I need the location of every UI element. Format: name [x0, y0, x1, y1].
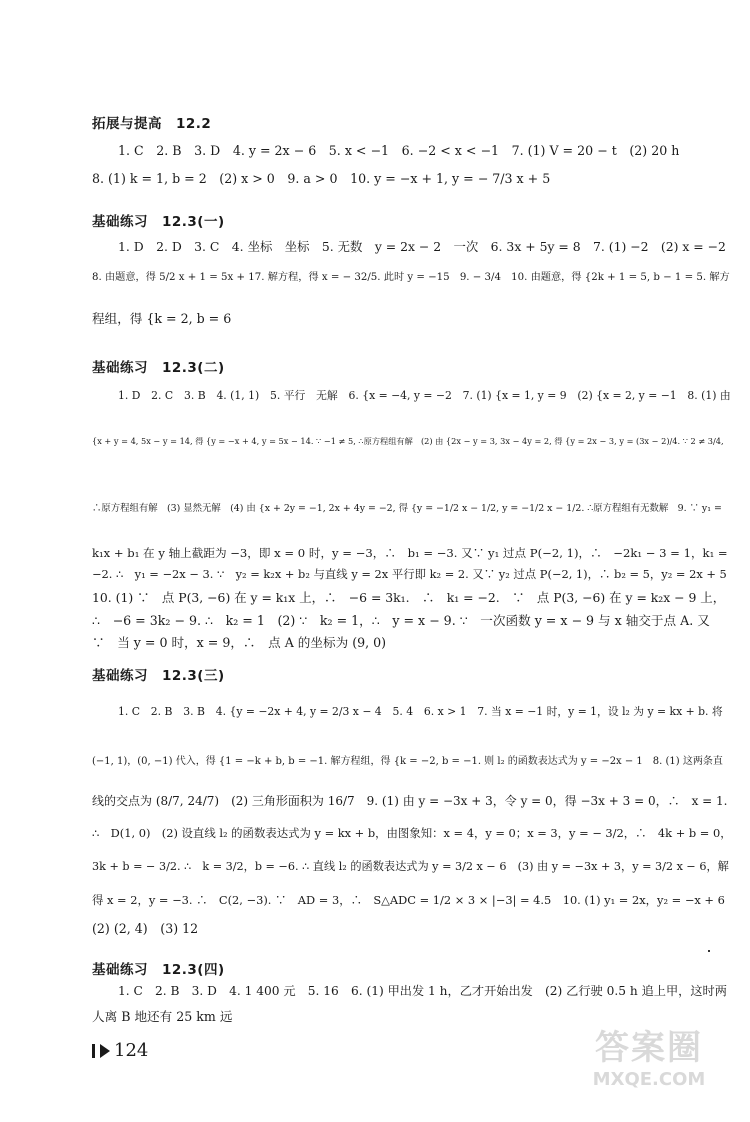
bar-icon	[92, 1044, 95, 1058]
answer-line: {x + y = 4, 5x − y = 14, 得 {y = −x + 4, y = 5x − 14. ∵ −1 ≠ 5, ∴原方程组有解 (2) 由 {2x − y = 3, 3x − 4y = 2, 得 {y = 2x − 3, y = (3x − 2)/4. ∵ 2 ≠ 3/4,	[92, 436, 724, 446]
answer-line: 3k + b = − 3/2. ∴ k = 3/2，b = −6. ∴ 直线 l₂ 的函数表达式为 y = 3/2 x − 6 (3) 由 y = −3x + 3，y = 3/2 x − 6，解	[92, 860, 729, 873]
answer-line: 程组，得 {k = 2, b = 6	[92, 311, 232, 326]
answer-line: (2) (2, 4) (3) 12	[92, 921, 199, 936]
section-title: 基础练习 12.3(二)	[92, 360, 225, 376]
answer-line: 1. D 2. D 3. C 4. 坐标 坐标 5. 无数 y = 2x − 2 一次 6. 3x + 5y = 8 7. (1) −2 (2) x = −2	[118, 239, 726, 254]
watermark-logo	[574, 1020, 724, 1100]
section-title: 基础练习 12.3(三)	[92, 668, 225, 684]
answer-line: 得 x = 2，y = −3. ∴ C(2, −3). ∵ AD = 3，∴ S△ADC = 1/2 × 3 × |−3| = 4.5 10. (1) y₁ = 2x，y₂ = −x + 6	[92, 893, 725, 907]
watermark-text-bottom: MXQE.COM	[592, 1069, 706, 1090]
answer-line: 8. 由题意，得 5/2 x + 1 = 5x + 17. 解方程，得 x = − 32/5. 此时 y = −15 9. − 3/4 10. 由题意，得 {2k + 1 = 5, b − 1 = 5. 解方	[92, 272, 730, 283]
answer-line: 1. D 2. C 3. B 4. (1, 1) 5. 平行 无解 6. {x = −4, y = −2 7. (1) {x = 1, y = 9 (2) {x = 2, y = −1 8. (1) 由	[118, 389, 731, 402]
watermark-text-top: 答案圈	[595, 1028, 703, 1068]
section-title: 基础练习 12.3(一)	[92, 214, 225, 230]
answer-line: 1. C 2. B 3. D 4. y = 2x − 6 5. x < −1 6. −2 < x < −1 7. (1) V = 20 − t (2) 20 h	[118, 143, 680, 158]
section-title: 拓展与提高 12.2	[92, 116, 212, 132]
answer-line: ∵ 当 y = 0 时，x = 9，∴ 点 A 的坐标为 (9, 0)	[92, 635, 387, 650]
answer-line: (−1, 1)，(0, −1) 代入，得 {1 = −k + b, b = −1. 解方程组，得 {k = −2, b = −1. 则 l₂ 的函数表达式为 y = −2x − 1 8. (1) 这两条直	[92, 756, 723, 767]
answer-line: ∴原方程组有解 (3) 显然无解 (4) 由 {x + 2y = −1, 2x + 4y = −2, 得 {y = −1/2 x − 1/2, y = −1/2 x − 1/2. ∴原方程组有无数解 9. ∵ y₁ =	[92, 503, 722, 514]
page-footer	[92, 1040, 148, 1061]
answer-line: k₁x + b₁ 在 y 轴上截距为 −3，即 x = 0 时，y = −3，∴ b₁ = −3. 又∵ y₁ 过点 P(−2, 1)，∴ −2k₁ − 3 = 1，k₁ =	[92, 546, 728, 560]
answer-line: 10. (1) ∵ 点 P(3, −6) 在 y = k₁x 上，∴ −6 = 3k₁. ∴ k₁ = −2. ∵ 点 P(3, −6) 在 y = k₂x − 9 上，	[92, 590, 726, 605]
section-title: 基础练习 12.3(四)	[92, 962, 225, 978]
answer-line: 8. (1) k = 1, b = 2 (2) x > 0 9. a > 0 10. y = −x + 1, y = − 7/3 x + 5	[92, 171, 551, 186]
arrow-right-icon	[100, 1044, 110, 1058]
speck	[708, 950, 710, 952]
answer-line: ∴ −6 = 3k₂ − 9. ∴ k₂ = 1 (2) ∵ k₂ = 1，∴ y = x − 9. ∵ 一次函数 y = x − 9 与 x 轴交于点 A. 又	[92, 613, 710, 628]
page-number: 124	[114, 1040, 149, 1061]
answer-line: 线的交点为 (8/7, 24/7) (2) 三角形面积为 16/7 9. (1) 由 y = −3x + 3，令 y = 0，得 −3x + 3 = 0，∴ x = 1.	[92, 794, 728, 808]
answer-line: 1. C 2. B 3. D 4. 1 400 元 5. 16 6. (1) 甲出发 1 h，乙才开始出发 (2) 乙行驶 0.5 h 追上甲，这时两	[118, 984, 727, 998]
answer-line: ∴ D(1, 0) (2) 设直线 l₂ 的函数表达式为 y = kx + b，由图象知：x = 4，y = 0；x = 3，y = − 3/2，∴ 4k + b = 0，	[92, 826, 732, 840]
answer-line: −2. ∴ y₁ = −2x − 3. ∵ y₂ = k₂x + b₂ 与直线 y = 2x 平行即 k₂ = 2. 又∵ y₂ 过点 P(−2, 1)，∴ b₂ = 5，y₂ = 2x + 5	[92, 567, 727, 581]
answer-line: 1. C 2. B 3. B 4. {y = −2x + 4, y = 2/3 x − 4 5. 4 6. x > 1 7. 当 x = −1 时，y = 1，设 l₂ 为 y = kx + b. 将	[118, 705, 723, 718]
answer-line: 人离 B 地还有 25 km 远	[92, 1009, 233, 1024]
